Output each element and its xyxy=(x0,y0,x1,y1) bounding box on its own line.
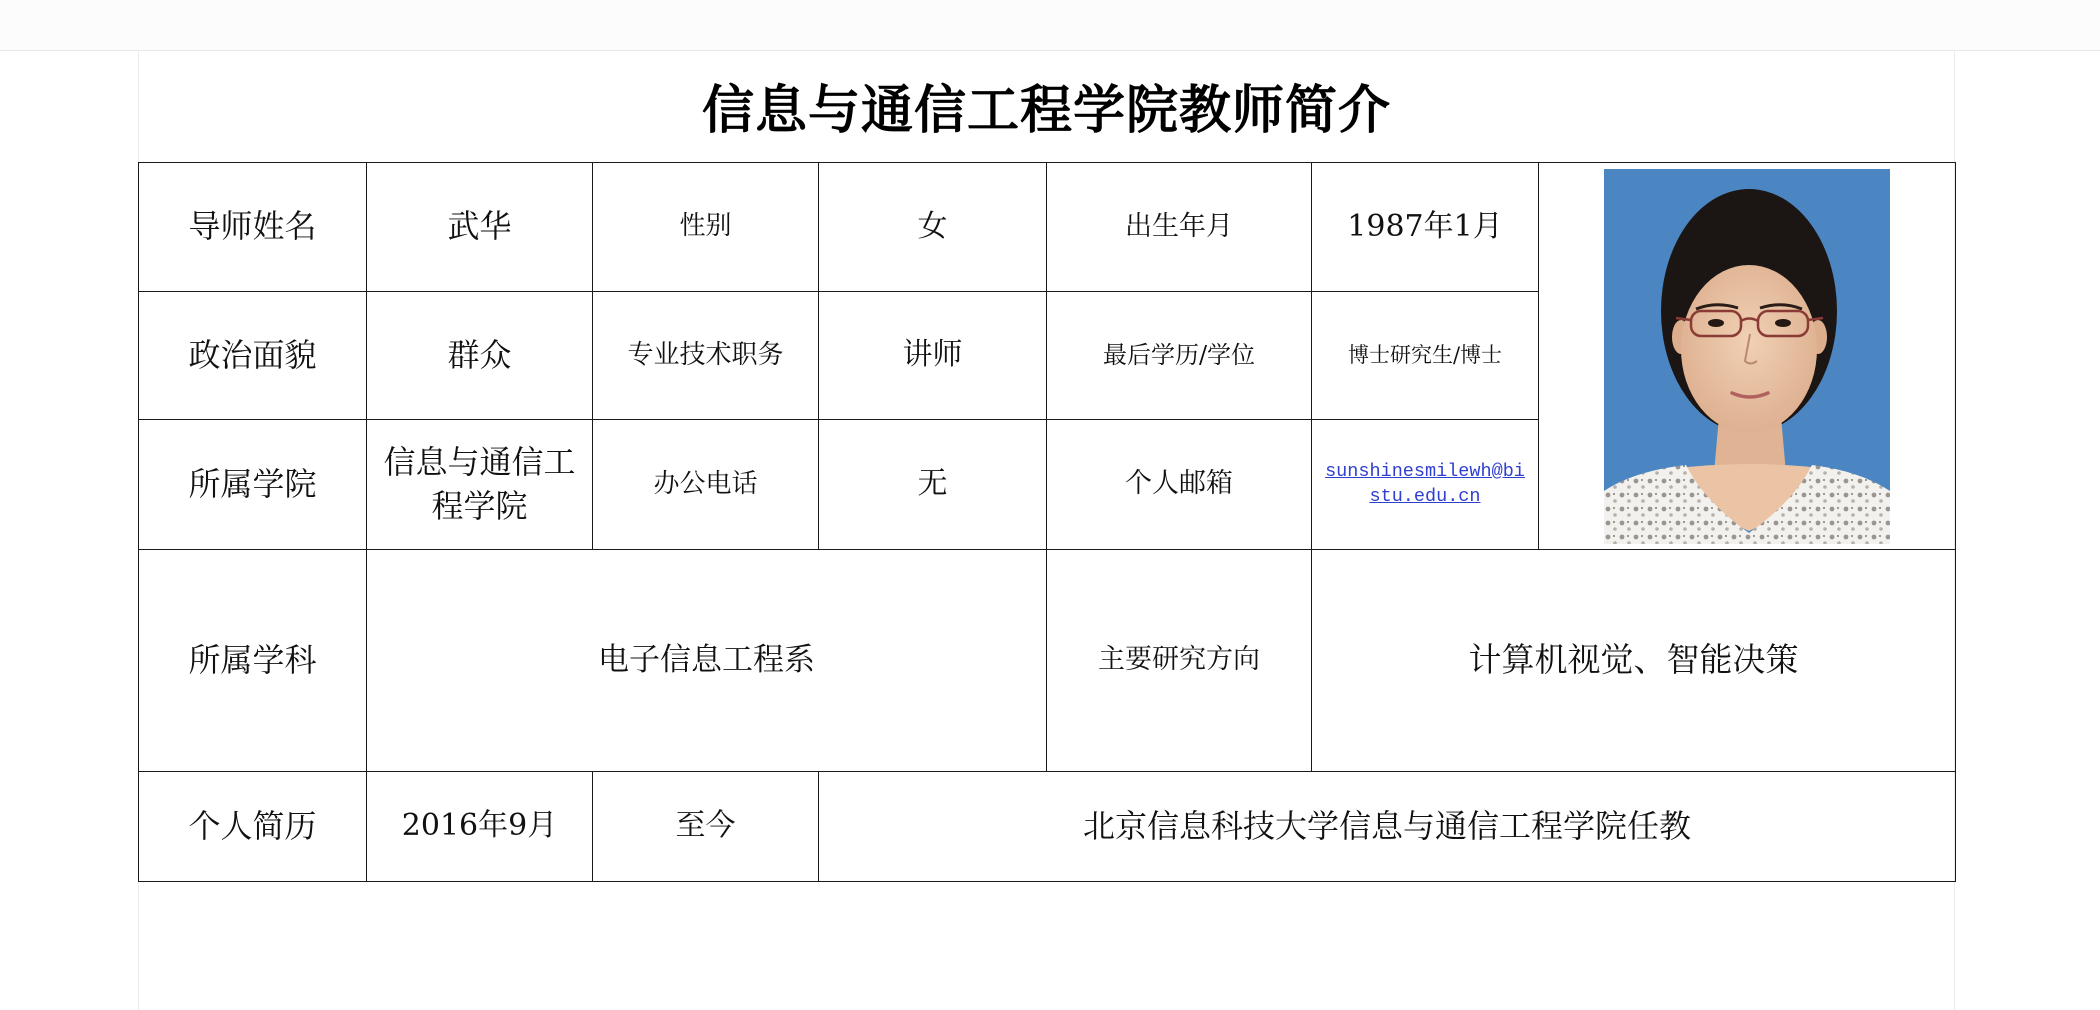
discipline-value: 电子信息工程系 xyxy=(367,550,1047,772)
email-cell xyxy=(1312,420,1539,550)
degree-label: 最后学历/学位 xyxy=(1047,292,1312,420)
row-resume xyxy=(139,772,1956,882)
name-value: 武华 xyxy=(367,163,593,292)
row-discipline xyxy=(139,550,1956,772)
resume-start: 2016年9月 xyxy=(367,772,593,882)
rank-label: 专业技术职务 xyxy=(593,292,819,420)
college-value: 信息与通信工程学院 xyxy=(367,420,593,550)
degree-value: 博士研究生/博士 xyxy=(1312,292,1539,420)
political-label: 政治面貌 xyxy=(139,292,367,420)
research-value: 计算机视觉、智能决策 xyxy=(1312,550,1956,772)
face xyxy=(1681,265,1817,433)
eye-left xyxy=(1708,319,1724,327)
research-label: 主要研究方向 xyxy=(1047,550,1312,772)
teacher-photo xyxy=(1604,169,1890,544)
political-value: 群众 xyxy=(367,292,593,420)
email-label: 个人邮箱 xyxy=(1047,420,1312,550)
phone-value: 无 xyxy=(819,420,1047,550)
row-basic-info xyxy=(139,163,1956,292)
resume-description: 北京信息科技大学信息与通信工程学院任教 xyxy=(819,772,1956,882)
resume-end: 至今 xyxy=(593,772,819,882)
gender-label: 性别 xyxy=(593,163,819,292)
top-strip xyxy=(0,0,2100,51)
email-link[interactable]: sunshinesmilewh@bistu.edu.cn xyxy=(1325,460,1525,507)
profile-table xyxy=(138,162,1956,882)
name-label: 导师姓名 xyxy=(139,163,367,292)
resume-label: 个人简历 xyxy=(139,772,367,882)
birth-label: 出生年月 xyxy=(1047,163,1312,292)
rank-value: 讲师 xyxy=(819,292,1047,420)
college-label: 所属学院 xyxy=(139,420,367,550)
eye-right xyxy=(1775,319,1791,327)
phone-label: 办公电话 xyxy=(593,420,819,550)
birth-value: 1987年1月 xyxy=(1312,163,1539,292)
gender-value: 女 xyxy=(819,163,1047,292)
discipline-label: 所属学科 xyxy=(139,550,367,772)
photo-cell xyxy=(1539,163,1956,550)
page-title: 信息与通信工程学院教师简介 xyxy=(701,80,1391,141)
